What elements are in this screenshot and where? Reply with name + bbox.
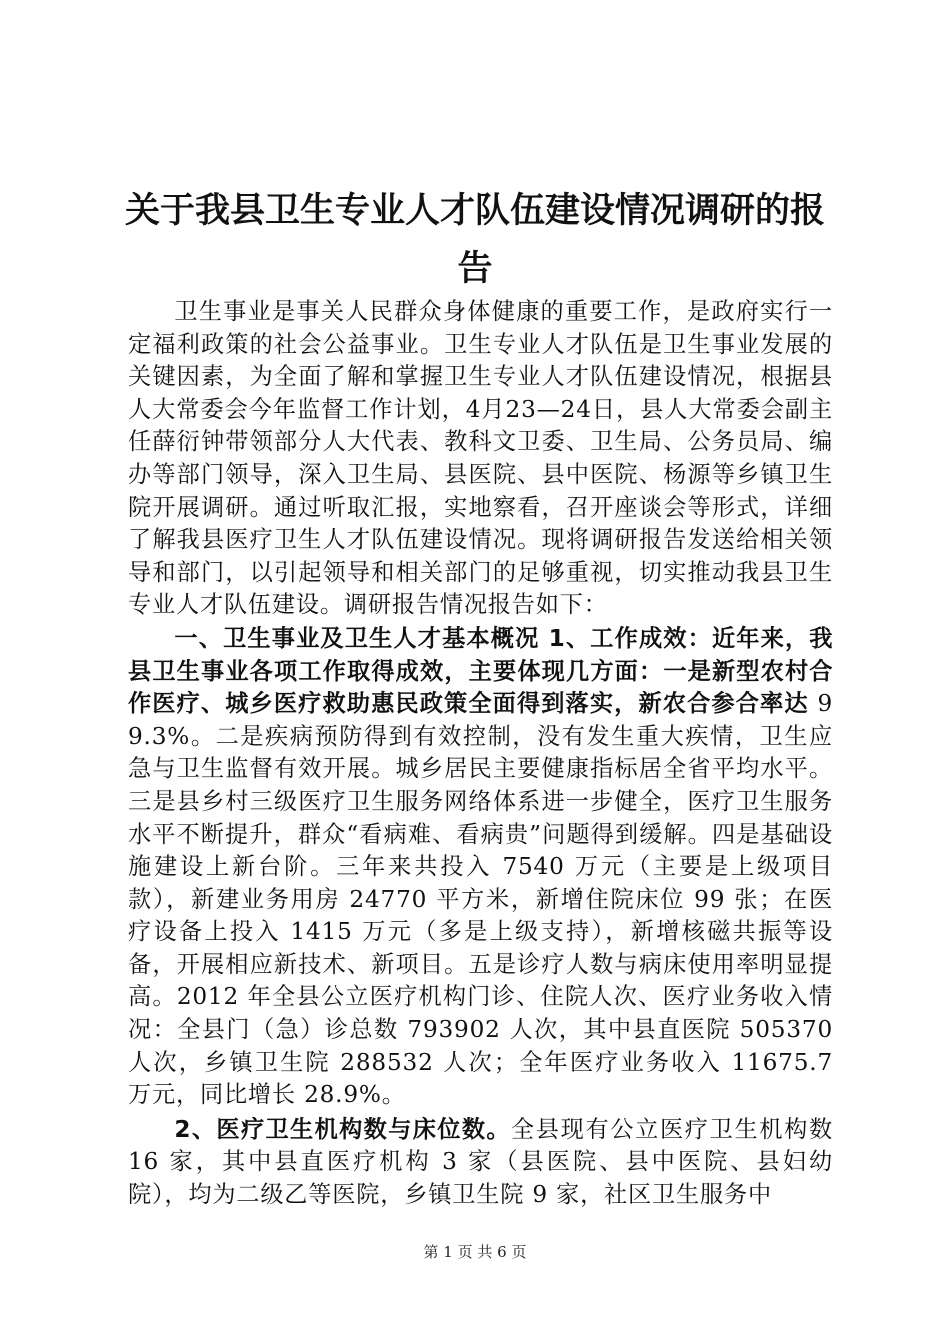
paragraph-overview-text: 99.3%。二是疾病预防得到有效控制，没有发生重大疾情，卫生应急与卫生监督有效开展。城乡居民主要健康指标居全省平均水平。三是县乡村三级医疗卫生服务网络体系进一步健全，医疗卫生服务水平不断提升，群众“看病难、看病贵”问题得到缓解。四是基础设施建设上新台阶。三年来共投入 7540 万元（主要是上级项目款），新建业务用房 24770 平方米，新增住院床位 99 张；在医疗设备上投入 1415 万元（多是上级支持），新增核磁共振等设备，开展相应新技术、新项目。五是诊疗人数与病床使用率明显提高。2012 年全县公立医疗机构门诊、住院人次、医疗业务收入情况：全县门（急）诊总数 793902 人次，其中县直医院 505370 人次，乡镇卫生院 288532 人次；全年医疗业务收入 11675.7 万元，同比增长 28.9%。 (128, 690, 834, 1109)
paragraph-institutions-text: 全县现有公立医疗卫生机构数 16 家，其中县直医疗机构 3 家（县医院、县中医院、县妇幼院），均为二级乙等医院，乡镇卫生院 9 家，社区卫生服务中 (128, 1115, 833, 1209)
document-body (128, 296, 833, 1212)
page-footer: 第 1 页 共 6 页 (423, 1243, 527, 1261)
paragraph-institutions-heading: 2、医疗卫生机构数与床位数。 (174, 1115, 511, 1143)
paragraph-institutions (128, 1114, 833, 1212)
paragraph-overview (128, 623, 833, 1112)
paragraph-intro: 卫生事业是事关人民群众身体健康的重要工作，是政府实行一定福利政策的社会公益事业。卫生专业人才队伍是卫生事业发展的关键因素，为全面了解和掌握卫生专业人才队伍建设情况，根据县人大常委会今年监督工作计划，4月23—24日，县人大常委会副主任薛衍钟带领部分人大代表、教科文卫委、卫生局、公务员局、编办等部门领导，深入卫生局、县医院、县中医院、杨源等乡镇卫生院开展调研。通过听取汇报，实地察看，召开座谈会等形式，详细了解我县医疗卫生人才队伍建设情况。现将调研报告发送给相关领导和部门，以引起领导和相关部门的足够重视，切实推动我县卫生专业人才队伍建设。调研报告情况报告如下： (128, 298, 833, 619)
paragraph-overview-heading: 一、卫生事业及卫生人才基本概况 1、工作成效：近年来，我县卫生事业各项工作取得成效，主要体现几方面：一是新型农村合作医疗、城乡医疗救助惠民政策全面得到落实，新农合参合率达 (128, 624, 833, 718)
document-title: 关于我县卫生专业人才队伍建设情况调研的报告 (124, 191, 825, 289)
